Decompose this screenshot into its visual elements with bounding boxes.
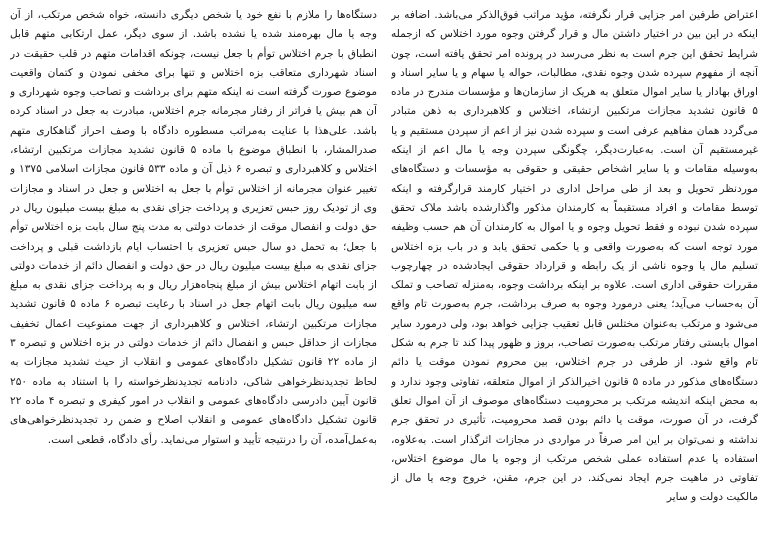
paragraph-left: دستگاه‌ها را ملازم با نفع خود یا شخص دیگری دانسته، خواه شخص مرتکب، از آن وجه یا مال بهره‌مند شده یا نشده باشد. از سوی دیگر، عمل ارتکابی متهم قابل انطباق با جرم اختلاس توأم با جعل نیست، چونکه اقدامات متهم در قلب حقیقت در اسناد شهرداری متعاقب بزه اختلاس و تنها برای مخفی نمودن و کتمان واقعیت موضوع صورت گرفته است نه اینکه متهم برای برداشت و تصاحب وجوه شهرداری و آن هم بیش یا فراتر از رفتار مجرمانه جرم اختلاس، مبادرت به جعل در اسناد کرده باشد. علی‌هذا با عنایت به‌مراتب مسطوره دادگاه با وصف احراز گناهکاری متهم صدرالمشار، با انطباق موضوع با ماده ۵ قانون تشدید مجازات مرتکبین ارتشاء، اختلاس و کلاهبرداری و تبصره ۶ ذیل آن و ماده ۵۳۳ قانون مجازات اسلامی ۱۳۷۵ و تغییر عنوان مجرمانه از اختلاس توأم با جعل به اختلاس و جعل در اسناد و مجازات وی از تودیک روز حبس تعزیری و پرداخت جزای نقدی به مبلغ بیست میلیون ریال در حق دولت و انفصال موقت از خدمات دولتی به مدت پنج سال بابت بزه اختلاس توأم با جعل؛ به تحمل دو سال حبس تعزیری با احتساب ایام بازداشت قبلی و پرداخت جزای نقدی به مبلغ بیست میلیون ریال در حق دولت و انفصال دائم از خدمات دولتی از بابت اتهام اختلاس بیش از مبلغ پنجاه‌هزار ریال و به پرداخت جزای نقدی به مبلغ سه میلیون ریال بابت اتهام جعل در اسناد با رعایت تبصره ۶ ماده ۵ قانون تشدید مجازات مرتکبین ارتشاء، اختلاس و کلاهبرداری از جهت ممنوعیت اعمال تخفیف مجازات از حداقل حبس و انفصال دائم از خدمات دولتی در بزه اختلاس و تبصره ۳ از ماده ۲۲ قانون تشکیل دادگاه‌های عمومی و انقلاب از حیث تشدید مجازات به لحاظ تجدیدنظرخواهی شاکی، دادنامه تجدیدنظرخواسته را با استناد به ماده ۲۵۰ قانون آیین دادرسی دادگاه‌های عمومی و انقلاب در امور کیفری و تبصره ۴ ماده ۲۲ قانون تشکیل دادگاه‌های عمومی و انقلاب اصلاح و ضمن رد تجدیدنظرخواهی‌های به‌عمل‌آمده، آن را درنتیجه تأیید و استوار می‌نماید. رأی دادگاه، قطعی است. <box>10 9 377 446</box>
text-column-left <box>10 6 377 541</box>
document-page <box>10 6 758 541</box>
text-column-right <box>391 6 758 541</box>
paragraph-right: اعتراض طرفین امر جزایی قرار نگرفته، مؤید مراتب فوق‌الذکر می‌باشد. اضافه بر اینکه در این بین در اختیار داشتن مال و قرار گرفتن وجوه مورد اختلاس که ازجمله شرایط تحقق این جرم است به نظر می‌رسد در پرونده امر تحقق یافته است، چون آنچه از مفهوم سپرده شدن وجوه نقدی، مطالبات، حواله یا سهام و یا سایر اسناد و اوراق بهادار یا سایر اموال متعلق به هریک از سازمان‌ها و مؤسسات مندرج در ماده ۵ قانون تشدید مجازات مرتکبین ارتشاء، اختلاس و کلاهبرداری به ذهن متبادر می‌گردد همان مفاهیم عرفی است و سپرده شدن نیز از اعم از سپردن مستقیم و یا غیرمستقیم آن است. به‌عبارت‌دیگر، چگونگی سپردن وجه یا مال اعم از اینکه به‌وسیله مقامات و یا سایر اشخاص حقیقی و حقوقی به مؤسسات و دستگاه‌های موردنظر تحویل و بعد از طی مراحل اداری در اختیار کارمند قرارگرفته و اینکه توسط مقامات و افراد مستقیماً به کارمندان مذکور واگذارشده باشد ملاک تحقق سپرده شدن نبوده و فقط تحویل وجوه و یا اموال به کارمندان آن هم حسب وظیفه مورد توجه است که به‌صورت واقعی و یا حکمی تحقق یابد و در باب بزه اختلاس تسلیم مال یا وجوه ناشی از یک رابطه و قرارداد حقوقی ایجادشده در چهارچوب مقررات حقوقی اداری است. علاوه بر اینکه برداشت وجوه، به‌منزله تصاحب و تملک آن به‌حساب می‌آید؛ یعنی درمورد وجوه به صرف برداشت، جرم به‌صورت تام واقع می‌شود و مرتکب به‌عنوان مختلس قابل تعقیب جزایی خواهد بود، ولی درمورد سایر اموال بایستی رفتار مرتکب به‌صورت تصاحب، بروز و ظهور پیدا کند تا جرم به شکل تام واقع شود. از طرفی در جرم اختلاس، بین محروم نمودن موقت یا دائم دستگاه‌های مذکور در ماده ۵ قانون اخیرالذکر از اموال متعلقه، تفاوتی وجود ندارد و به محض اینکه اندیشه مرتکب بر محرومیت دستگاه‌های موصوف از آن اموال تعلق گرفت، در آن صورت، موقت یا دائم بودن قصد محرومیت، تأثیری در تحقق جرم نداشته و نمی‌توان بر این امر صرفاً در مواردی در مجازات اثرگذار است. به‌علاوه، استفاده یا عدم استفاده عملی شخص مرتکب از وجوه یا مال موضوع اختلاس، تفاوتی در ماهیت جرم ایجاد نمی‌کند. در این جرم، مقنن، خروج وجه یا مال از مالکیت دولت و سایر <box>391 9 758 504</box>
